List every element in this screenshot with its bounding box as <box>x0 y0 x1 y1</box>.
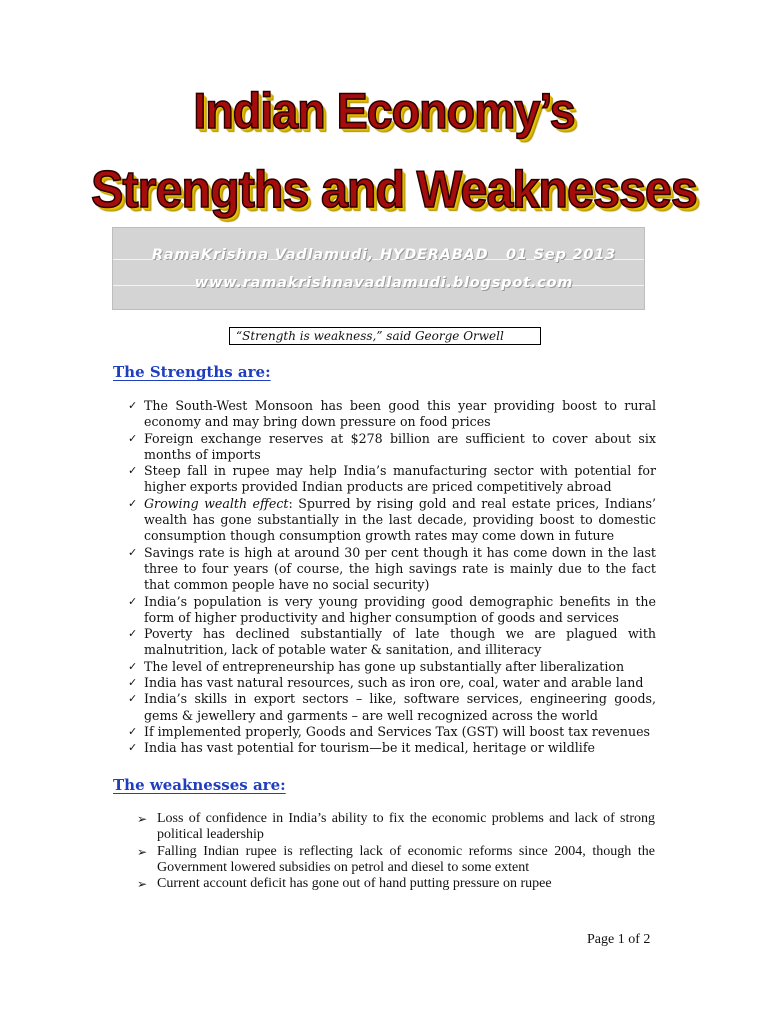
strengths-heading: The Strengths are: <box>113 363 271 381</box>
weakness-item-text: Falling Indian rupee is reflecting lack of economic reforms since 2004, though the Government lowered subsidies on petrol and diesel to some extent <box>157 843 655 875</box>
arrowhead-icon: ➢ <box>137 844 148 859</box>
weakness-item <box>137 844 655 877</box>
document-title-line-2: Strengths and Weaknesses <box>91 161 697 219</box>
strength-item-text: If implemented properly, Goods and Services Tax (GST) will boost tax revenues <box>144 723 650 739</box>
checkmark-icon: ✓ <box>128 545 138 559</box>
strength-item <box>128 431 656 464</box>
checkmark-icon: ✓ <box>128 431 138 445</box>
weakness-item <box>137 811 655 844</box>
strength-item <box>128 691 656 724</box>
checkmark-icon: ✓ <box>128 594 138 608</box>
checkmark-icon: ✓ <box>128 676 138 690</box>
strength-item <box>128 740 656 756</box>
arrowhead-icon: ➢ <box>137 812 148 826</box>
checkmark-icon: ✓ <box>128 659 138 673</box>
strength-item-text: : Spurred by rising gold and real estate prices, Indians’ wealth has gone substantially in the last decade, providing boost to domestic consumption though consumption growth rates may come down in future <box>144 495 656 544</box>
strength-item-text: Steep fall in rupee may help India’s manufacturing sector with potential for higher exports provided Indian products are priced competitively abroad <box>144 463 656 495</box>
byline-blog-url[interactable]: www.ramakrishnavadlamudi.blogspot.com <box>194 275 574 291</box>
checkmark-icon: ✓ <box>128 399 138 412</box>
strength-item <box>128 496 656 545</box>
strength-item <box>128 659 656 675</box>
strength-item-text: India has vast potential for tourism—be it medical, heritage or wildlife <box>144 740 595 756</box>
strength-item-text: India’s population is very young providing good demographic benefits in the form of higher productivity and higher consumption of goods and services <box>144 593 656 625</box>
weakness-item-text: Loss of confidence in India’s ability to fix the economic problems and lack of strong political leadership <box>157 811 655 843</box>
weakness-item <box>137 876 655 892</box>
strength-item <box>128 724 656 740</box>
document-title-line-1: Indian Economy’s <box>193 83 575 139</box>
orwell-quote: “Strength is weakness,” said George Orwell <box>229 327 541 345</box>
page-number: Page 1 of 2 <box>587 932 651 947</box>
weaknesses-heading: The weaknesses are: <box>113 776 286 794</box>
strength-item-text: India has vast natural resources, such as iron ore, coal, water and arable land <box>144 675 644 691</box>
strength-item-text: The South-West Monsoon has been good this year providing boost to rural economy and may bring down pressure on food prices <box>144 398 656 430</box>
strength-item-text: India’s skills in export sectors – like, software services, engineering goods, gems & jewellery and garments – are well recognized across the world <box>144 691 656 723</box>
weakness-item-text: Current account deficit has gone out of hand putting pressure on rupee <box>157 876 552 892</box>
weaknesses-list <box>137 811 655 892</box>
checkmark-icon: ✓ <box>128 464 138 478</box>
strength-item <box>128 675 656 691</box>
strength-item <box>128 463 656 496</box>
checkmark-icon: ✓ <box>128 741 138 755</box>
strength-item <box>128 594 656 627</box>
strength-item-lead: Growing wealth effect <box>144 495 289 511</box>
arrowhead-icon: ➢ <box>137 877 148 892</box>
strength-item-text: The level of entrepreneurship has gone up substantially after liberalization <box>144 658 625 674</box>
strength-item <box>128 545 656 594</box>
strengths-list <box>128 398 656 757</box>
byline-author-date: RamaKrishna Vadlamudi, HYDERABAD 01 Sep 2013 <box>151 247 617 263</box>
strength-item-text: Savings rate is high at around 30 per cent though it has come down in the last three to four years (of course, the high savings rate is mainly due to the fact that common people have no social security) <box>144 544 656 593</box>
checkmark-icon: ✓ <box>128 724 138 738</box>
checkmark-icon: ✓ <box>128 627 138 641</box>
checkmark-icon: ✓ <box>128 692 138 706</box>
strength-item-text: Poverty has declined substantially of late though we are plagued with malnutrition, lack of potable water & sanitation, and illiteracy <box>144 626 656 658</box>
strength-item <box>128 626 656 659</box>
checkmark-icon: ✓ <box>128 496 138 510</box>
strength-item <box>128 398 656 431</box>
byline-box <box>112 227 645 310</box>
strength-item-text: Foreign exchange reserves at $278 billion are sufficient to cover about six months of imports <box>144 430 656 462</box>
